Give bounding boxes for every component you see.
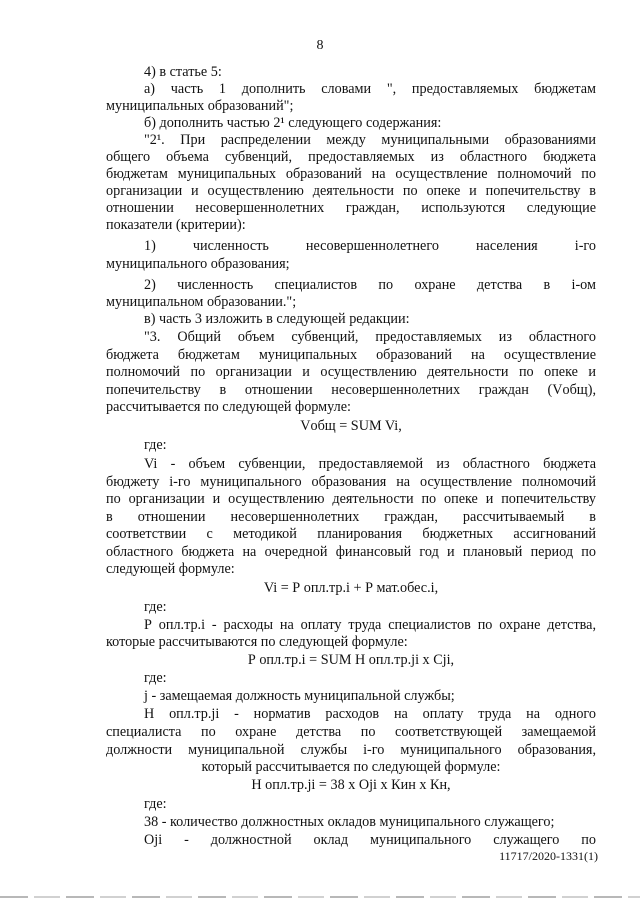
text-line: бюджетам муниципальных образований на осуществление полномочий по	[106, 166, 596, 182]
formula: Vi = Р опл.тр.i + Р мат.обес.i,	[263, 580, 439, 596]
text-line: бюджета бюджетам муниципальных образований на осуществление	[106, 347, 596, 363]
formula: Vобщ = SUM Vi,	[300, 418, 402, 434]
text-line: "2¹. При распределении между муниципальными образованиями	[144, 132, 596, 148]
text-line: организации и осуществлению деятельности по опеке и попечительству в	[106, 183, 596, 199]
text-line: Оji - должностной оклад муниципального служащего по	[144, 832, 596, 848]
text-line: Н опл.тр.ji - норматив расходов на оплату труда на одного	[144, 706, 596, 722]
text-line: 38 - количество должностных окладов муниципального служащего;	[144, 814, 555, 830]
text-line: полномочий по организации и осуществлению деятельности по опеке и	[106, 364, 596, 380]
text-line: областного бюджета на очередной финансовый год и плановый период по	[106, 544, 596, 560]
text-line: по организации и осуществлению деятельности по опеке и попечительству	[106, 491, 596, 507]
text-line: 4) в статье 5:	[144, 64, 222, 80]
formula: Н опл.тр.ji = 38 x Оji x Кин x Кн,	[251, 777, 451, 793]
text-line: где:	[144, 670, 167, 686]
text-line: специалиста по охране детства по соответствующей замещаемой	[106, 724, 596, 740]
text-line: следующей формуле:	[106, 561, 235, 577]
text-line: рассчитывается по следующей формуле:	[106, 399, 351, 415]
text-line: бюджету i-го муниципального образования на осуществление полномочий	[106, 474, 596, 490]
text-line: показатели (критерии):	[106, 217, 246, 233]
text-line: муниципального образования;	[106, 256, 290, 272]
text-line: "3. Общий объем субвенций, предоставляемых из областного	[144, 329, 596, 345]
text-line: 1) численность несовершеннолетнего населения i-го	[144, 238, 596, 254]
text-line: попечительству в отношении несовершеннолетних граждан (Vобщ),	[106, 382, 596, 398]
text-line: 2) численность специалистов по охране детства в i-ом	[144, 277, 596, 293]
text-line: отношении несовершеннолетних граждан, используются следующие	[106, 200, 596, 216]
text-line: где:	[144, 437, 167, 453]
text-line: Vi - объем субвенции, предоставляемой из областного бюджета	[144, 456, 596, 472]
text-line: муниципальном образовании.";	[106, 294, 297, 310]
text-line: муниципальных образований";	[106, 98, 294, 114]
scan-edge-divider	[0, 896, 640, 898]
document-id: 11717/2020-1331(1)	[499, 849, 598, 863]
text-line: а) часть 1 дополнить словами ", предоставляемых бюджетам	[144, 81, 596, 97]
text-line: соответствии с методикой планирования бюджетных ассигнований	[106, 526, 596, 542]
text-line: которые рассчитываются по следующей формуле:	[106, 634, 408, 650]
text-line: б) дополнить частью 2¹ следующего содержания:	[144, 115, 442, 131]
text-line: Р опл.тр.i - расходы на оплату труда специалистов по охране детства,	[144, 617, 596, 633]
text-line: должности муниципальной службы i-го муниципального образования,	[106, 742, 596, 758]
text-line: который рассчитывается по следующей формуле:	[201, 759, 501, 775]
text-line: где:	[144, 796, 167, 812]
formula: Р опл.тр.i = SUM Н опл.тр.ji x Сji,	[247, 652, 455, 668]
text-line: где:	[144, 599, 167, 615]
text-line: в) часть 3 изложить в следующей редакции:	[144, 311, 410, 327]
text-line: в отношении несовершеннолетних граждан, рассчитываемый в	[106, 509, 596, 525]
text-line: общего объема субвенций, предоставляемых из областного бюджета	[106, 149, 596, 165]
text-line: j - замещаемая должность муниципальной службы;	[144, 688, 455, 704]
page-number: 8	[316, 38, 324, 53]
